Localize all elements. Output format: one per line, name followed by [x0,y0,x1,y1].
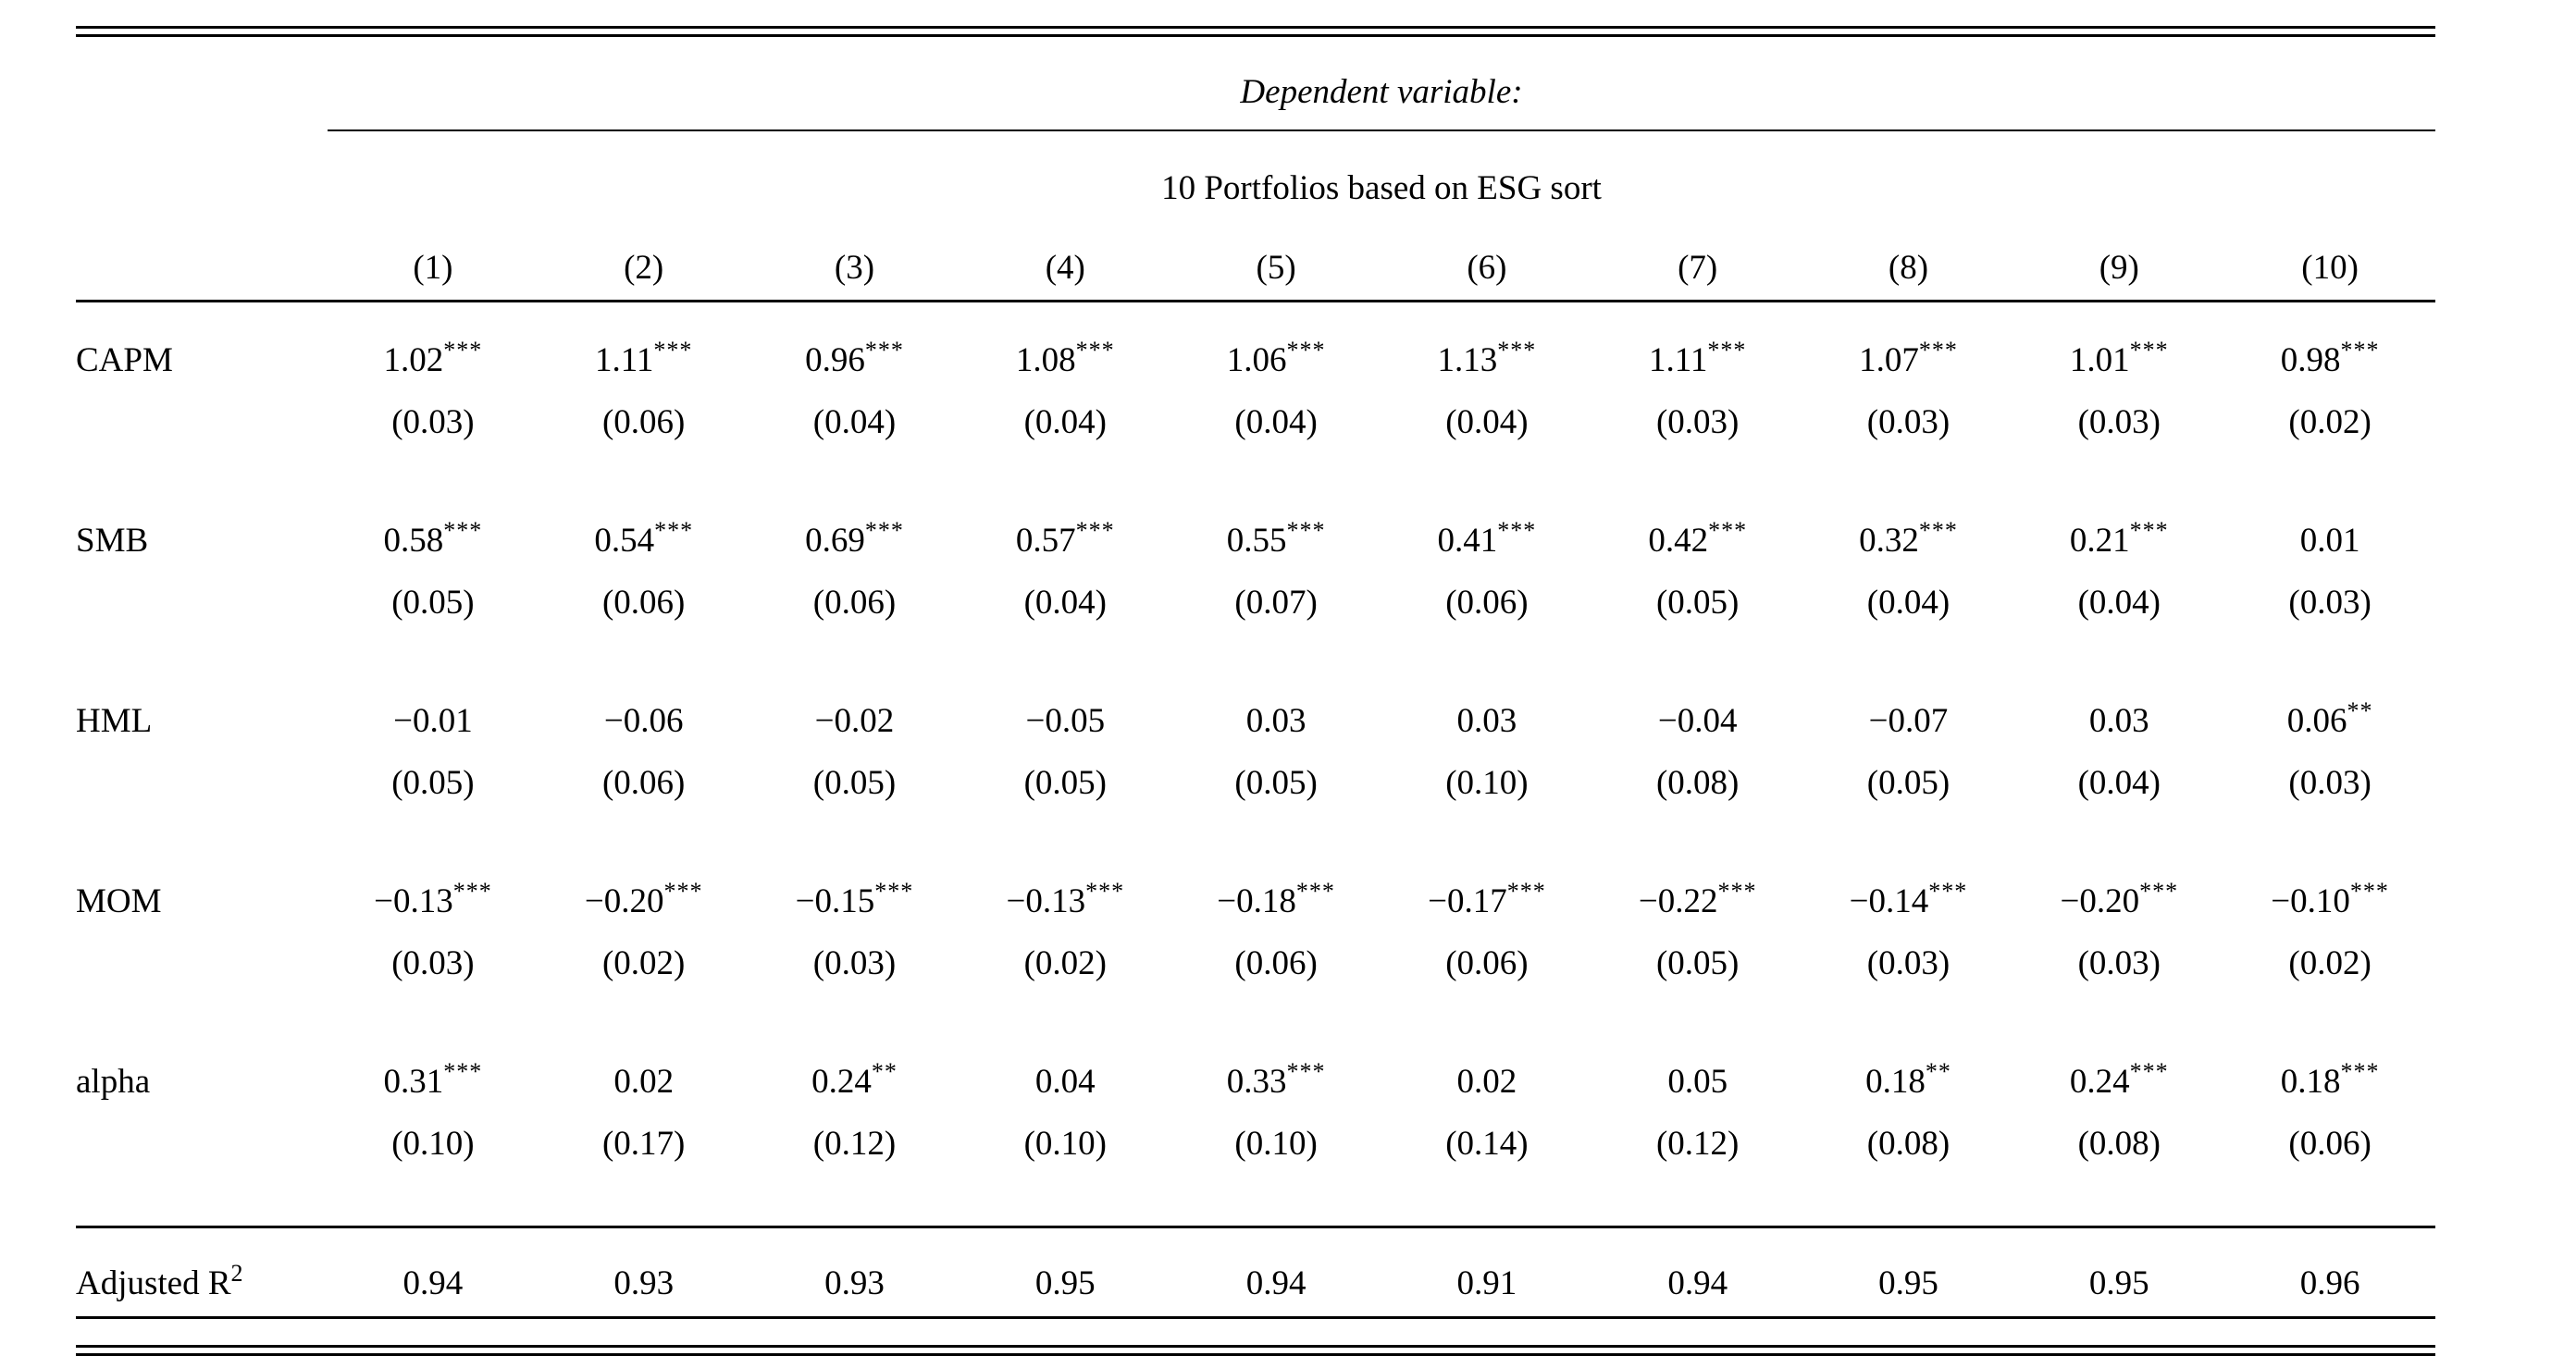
se-row-alpha [76,1115,2435,1174]
significance-stars: *** [1707,337,1747,364]
se-cell: (0.04) [1445,403,1529,441]
coef-cell: 0.04 [1034,1063,1096,1101]
se-cell: (0.05) [812,764,897,802]
se-row-capm [76,393,2435,452]
se-cell: (0.08) [2077,1125,2161,1163]
row-label-alpha: alpha [76,1063,151,1101]
se-cell: (0.05) [1655,584,1740,622]
se-cell: (0.02) [601,944,686,982]
significance-stars: *** [1928,878,1968,905]
coef-cell: 0.06** [2286,697,2373,740]
coef-cell: 0.31*** [383,1058,483,1101]
se-cell: (0.12) [1655,1125,1740,1163]
significance-stars: *** [2340,1058,2380,1085]
se-cell: (0.06) [1445,584,1529,622]
coef-cell: 0.18** [1865,1058,1951,1101]
se-cell: (0.03) [2077,403,2161,441]
se-cell: (0.04) [2077,584,2161,622]
column-header-4: (4) [1045,249,1085,287]
se-cell: (0.03) [391,403,475,441]
se-cell: (0.10) [391,1125,475,1163]
se-cell: (0.04) [1023,584,1107,622]
top-double-rule [76,26,2435,37]
summary-bottom-rule [76,1316,2435,1319]
column-header-1: (1) [413,249,453,287]
se-cell: (0.06) [601,764,686,802]
significance-stars: *** [1708,517,1748,544]
summary-top-rule [76,1226,2435,1228]
significance-stars: *** [1918,337,1958,364]
row-label-spacer [76,934,328,993]
dependent-variable-row [76,37,2435,131]
significance-stars: *** [1085,878,1125,905]
coef-cell: 0.98*** [2280,337,2380,379]
significance-stars: *** [443,517,483,544]
adjusted-r2-superscript: 2 [230,1260,243,1287]
row-spacer [76,633,2435,692]
significance-stars: *** [1295,878,1335,905]
se-cell: (0.08) [1866,1125,1951,1163]
se-cell: (0.04) [1866,584,1951,622]
row-label-spacer [76,754,328,813]
se-cell: (0.12) [812,1125,897,1163]
row-label-smb: SMB [76,522,149,560]
adjusted-r2-value: 0.94 [1245,1264,1307,1302]
se-cell: (0.03) [812,944,897,982]
coef-cell: 1.02*** [383,337,483,379]
se-cell: (0.06) [1445,944,1529,982]
significance-stars: ** [871,1058,898,1085]
label-column-spacer [76,168,328,209]
coef-cell: −0.06 [603,702,684,740]
significance-stars: *** [2129,517,2169,544]
adjusted-r2-value: 0.96 [2299,1264,2360,1302]
dependent-variable-name: 10 Portfolios based on ESG sort [1161,169,1602,207]
significance-stars: *** [2139,878,2179,905]
row-label-capm: CAPM [76,341,173,379]
se-cell: (0.02) [1023,944,1107,982]
significance-stars: *** [654,517,694,544]
coef-cell: −0.20*** [584,878,703,920]
coef-cell: 0.05 [1667,1063,1728,1101]
coef-cell: 1.01*** [2069,337,2169,379]
adjusted-r2-value: 0.91 [1456,1264,1517,1302]
coef-cell: −0.15*** [795,878,914,920]
coef-cell: 0.54*** [594,517,694,560]
column-header-10: (10) [2301,249,2359,287]
column-header-8: (8) [1888,249,1929,287]
coef-cell: 0.03 [2088,702,2149,740]
significance-stars: *** [1497,517,1537,544]
se-cell: (0.03) [1866,403,1951,441]
se-cell: (0.02) [2288,944,2372,982]
regression-table [76,26,2435,1356]
se-cell: (0.03) [2288,764,2372,802]
coef-cell: 0.57*** [1015,517,1115,560]
row-label-hml: HML [76,702,153,740]
column-header-5: (5) [1256,249,1296,287]
se-cell: (0.14) [1445,1125,1529,1163]
coef-cell: −0.13*** [1006,878,1125,920]
se-cell: (0.04) [1023,403,1107,441]
se-cell: (0.03) [1655,403,1740,441]
significance-stars: *** [2349,878,2389,905]
coef-cell: 0.41*** [1437,517,1537,560]
coef-cell: 1.07*** [1859,337,1958,379]
coef-cell: 1.08*** [1015,337,1115,379]
se-cell: (0.03) [2077,944,2161,982]
coef-cell: −0.20*** [2060,878,2179,920]
row-label-spacer [76,1115,328,1174]
significance-stars: *** [1286,517,1326,544]
significance-stars: *** [443,337,483,364]
significance-stars: *** [864,517,904,544]
coef-cell: −0.14*** [1849,878,1968,920]
label-column-spacer [76,37,328,131]
column-header-3: (3) [834,249,875,287]
se-cell: (0.06) [1234,944,1318,982]
significance-stars: *** [1506,878,1546,905]
row-spacer [76,813,2435,872]
coef-cell: 0.96*** [805,337,904,379]
adjusted-r2-row [76,1254,2435,1316]
coef-cell: 0.69*** [805,517,904,560]
se-cell: (0.03) [2288,584,2372,622]
adjusted-r2-label-base: Adjusted R [76,1264,231,1302]
coef-cell: 0.32*** [1859,517,1958,560]
significance-stars: *** [1286,1058,1326,1085]
se-cell: (0.06) [601,584,686,622]
coef-cell: 0.55*** [1226,517,1326,560]
adjusted-r2-label [76,1254,328,1316]
adjusted-r2-value: 0.95 [1878,1264,1938,1302]
column-header-6: (6) [1467,249,1507,287]
coef-cell: 1.13*** [1437,337,1537,379]
coef-cell: −0.17*** [1428,878,1546,920]
significance-stars: *** [1286,337,1326,364]
coef-cell: 0.01 [2299,522,2360,560]
coef-cell: 0.03 [1456,702,1517,740]
significance-stars: *** [1918,517,1958,544]
dependent-variable-label: Dependent variable: [328,37,2435,131]
coef-cell: 1.06*** [1226,337,1326,379]
coef-cell: −0.01 [393,702,473,740]
coef-cell: 0.03 [1245,702,1307,740]
coef-cell: 1.11*** [1649,337,1747,379]
coef-cell: 0.21*** [2069,517,2169,560]
adjusted-r2-value: 0.94 [1667,1264,1728,1302]
adjusted-r2-value: 0.95 [2088,1264,2149,1302]
se-cell: (0.05) [1866,764,1951,802]
se-cell: (0.05) [1023,764,1107,802]
significance-stars: ** [1925,1058,1951,1085]
significance-stars: *** [653,337,693,364]
coef-cell: −0.02 [814,702,895,740]
bottom-double-rule [76,1345,2435,1356]
coef-row-mom [76,872,2435,934]
dependent-variable-name-row [76,168,2435,209]
row-label-spacer [76,573,328,633]
se-cell: (0.04) [812,403,897,441]
coef-cell: 0.58*** [383,517,483,560]
coef-cell: −0.10*** [2271,878,2389,920]
significance-stars: *** [2340,337,2380,364]
se-cell: (0.05) [1655,944,1740,982]
column-header-9: (9) [2099,249,2139,287]
coef-cell: 0.33*** [1226,1058,1326,1101]
se-cell: (0.07) [1234,584,1318,622]
coef-cell: 0.18*** [2280,1058,2380,1101]
adjusted-r2-value: 0.93 [613,1264,675,1302]
coef-cell: −0.07 [1868,702,1949,740]
coef-cell: 0.24*** [2069,1058,2169,1101]
coef-cell: 1.11*** [595,337,693,379]
coef-cell: −0.18*** [1217,878,1335,920]
adjusted-r2-value: 0.93 [824,1264,885,1302]
column-headers-row [76,246,2435,302]
significance-stars: *** [1717,878,1757,905]
coef-row-capm [76,331,2435,393]
significance-stars: *** [2129,337,2169,364]
row-label-mom: MOM [76,882,162,920]
significance-stars: *** [1075,517,1115,544]
se-cell: (0.10) [1445,764,1529,802]
adjusted-r2-value: 0.94 [402,1264,464,1302]
coef-row-smb [76,512,2435,573]
se-cell: (0.05) [391,584,475,622]
se-row-mom [76,934,2435,993]
significance-stars: *** [663,878,703,905]
se-cell: (0.08) [1655,764,1740,802]
coef-cell: 0.42*** [1648,517,1748,560]
se-cell: (0.17) [601,1125,686,1163]
se-cell: (0.04) [2077,764,2161,802]
row-spacer [76,993,2435,1053]
coef-cell: 0.02 [613,1063,675,1101]
se-row-smb [76,573,2435,633]
significance-stars: *** [874,878,914,905]
significance-stars: *** [2129,1058,2169,1085]
label-column-header [76,246,328,290]
se-cell: (0.04) [1234,403,1318,441]
column-header-2: (2) [624,249,664,287]
significance-stars: *** [452,878,492,905]
column-header-7: (7) [1678,249,1718,287]
coef-cell: 0.02 [1456,1063,1517,1101]
coef-cell: −0.13*** [374,878,492,920]
significance-stars: *** [443,1058,483,1085]
se-cell: (0.06) [601,403,686,441]
se-cell: (0.10) [1023,1125,1107,1163]
coef-cell: −0.05 [1025,702,1106,740]
coef-cell: −0.22*** [1638,878,1757,920]
coefficients-section [76,302,2435,1174]
adjusted-r2-value: 0.95 [1034,1264,1096,1302]
significance-stars: *** [864,337,904,364]
coef-row-hml [76,692,2435,754]
coef-cell: 0.24** [811,1058,898,1101]
se-cell: (0.10) [1234,1125,1318,1163]
se-cell: (0.05) [1234,764,1318,802]
row-spacer [76,452,2435,512]
row-label-spacer [76,393,328,452]
se-cell: (0.02) [2288,403,2372,441]
significance-stars: ** [2347,697,2373,724]
se-cell: (0.05) [391,764,475,802]
se-row-hml [76,754,2435,813]
se-cell: (0.03) [391,944,475,982]
coef-row-alpha [76,1053,2435,1115]
se-cell: (0.03) [1866,944,1951,982]
significance-stars: *** [1497,337,1537,364]
se-cell: (0.06) [812,584,897,622]
significance-stars: *** [1075,337,1115,364]
coef-cell: −0.04 [1657,702,1738,740]
se-cell: (0.06) [2288,1125,2372,1163]
